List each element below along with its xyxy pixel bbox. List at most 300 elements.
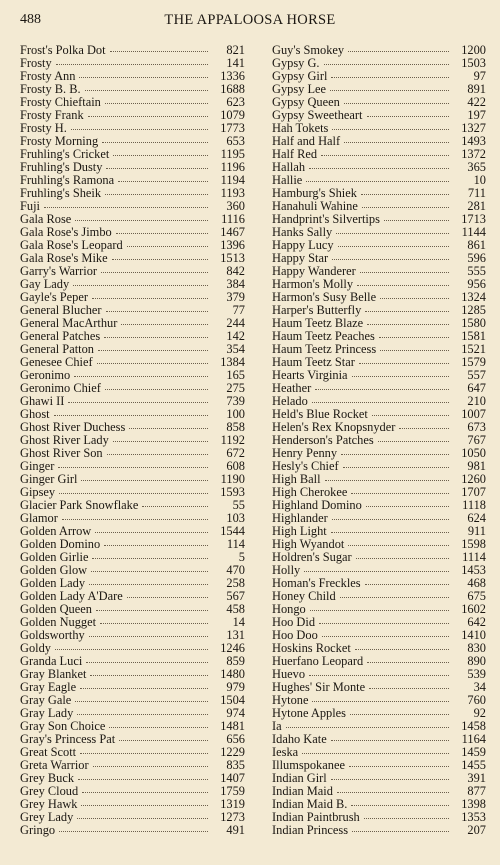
page-reference: 1503 [461, 56, 486, 70]
horse-name: Fuji [20, 199, 40, 213]
page-reference: 1353 [461, 810, 486, 824]
horse-name: Grey Cloud [20, 784, 79, 798]
page-reference: 1384 [220, 355, 245, 369]
horse-name: Harmon's Susy Belle [272, 290, 377, 304]
horse-name: Gypsy Girl [272, 69, 328, 83]
horse-name: Fruhling's Dusty [20, 160, 103, 174]
page-reference: 911 [467, 524, 486, 538]
page-reference: 1593 [220, 485, 245, 499]
leader-dots [59, 831, 208, 832]
page-reference: 1229 [220, 745, 245, 759]
page-reference: 979 [226, 680, 245, 694]
page-reference: 14 [232, 615, 245, 629]
horse-name: Ghost River Duchess [20, 420, 126, 434]
horse-name: Golden Domino [20, 537, 101, 551]
page-reference: 1579 [461, 355, 486, 369]
horse-name: Ginger [20, 459, 55, 473]
page-reference: 1453 [461, 563, 486, 577]
horse-name: Golden Glow [20, 563, 88, 577]
page-reference: 1759 [220, 784, 245, 798]
horse-name: Highland Domino [272, 498, 362, 512]
horse-name: Gypsy Lee [272, 82, 327, 96]
page-reference: 956 [467, 277, 486, 291]
page-reference: 142 [226, 329, 245, 343]
horse-name: Frost's Polka Dot [20, 43, 106, 57]
horse-name: Happy Star [272, 251, 329, 265]
page-reference: 673 [467, 420, 486, 434]
page-reference: 1707 [461, 485, 486, 499]
leader-dots [350, 714, 449, 715]
index-entry [272, 824, 486, 837]
page-reference: 131 [226, 628, 245, 642]
leader-dots [366, 506, 449, 507]
leader-dots [331, 740, 449, 741]
page-reference: 1319 [220, 797, 245, 811]
page-reference: 974 [226, 706, 245, 720]
index-entry [272, 707, 486, 720]
leader-dots [77, 714, 208, 715]
page-reference: 1116 [221, 212, 245, 226]
leader-dots [80, 688, 208, 689]
horse-name: Idaho Kate [272, 732, 327, 746]
horse-name: Genesee Chief [20, 355, 93, 369]
page-reference: 890 [467, 654, 486, 668]
page-reference: 141 [226, 56, 245, 70]
page-reference: 114 [226, 537, 245, 551]
page-reference: 281 [467, 199, 486, 213]
horse-name: Heather [272, 381, 312, 395]
leader-dots [97, 363, 208, 364]
page-reference: 360 [226, 199, 245, 213]
page-reference: 711 [467, 186, 486, 200]
page-reference: 1118 [462, 498, 486, 512]
horse-name: Gala Rose's Mike [20, 251, 108, 265]
page-reference: 1581 [461, 329, 486, 343]
horse-name: Henry Penny [272, 446, 338, 460]
leader-dots [92, 558, 208, 559]
leader-dots [369, 688, 449, 689]
leader-dots [321, 155, 449, 156]
page-reference: 1544 [220, 524, 245, 538]
page-reference: 608 [226, 459, 245, 473]
horse-name: Golden Queen [20, 602, 92, 616]
leader-dots [322, 636, 449, 637]
horse-name: Greta Warrior [20, 758, 89, 772]
page-header [20, 10, 480, 30]
horse-name: Golden Lady [20, 576, 86, 590]
horse-name: Gray Son Choice [20, 719, 106, 733]
leader-dots [372, 415, 449, 416]
leader-dots [341, 454, 449, 455]
page-reference: 642 [467, 615, 486, 629]
horse-name: Hah Tokets [272, 121, 329, 135]
horse-name: Fruhling's Cricket [20, 147, 110, 161]
index-entry [20, 395, 245, 408]
horse-name: Frosty Ann [20, 69, 76, 83]
leader-dots [68, 402, 208, 403]
leader-dots [112, 259, 208, 260]
horse-name: Haum Teetz Blaze [272, 316, 364, 330]
leader-dots [93, 766, 208, 767]
leader-dots [58, 467, 208, 468]
leader-dots [127, 246, 208, 247]
page-reference: 1144 [461, 225, 486, 239]
page-reference: 1246 [220, 641, 245, 655]
page-reference: 1713 [461, 212, 486, 226]
leader-dots [81, 805, 208, 806]
horse-name: Ghost [20, 407, 50, 421]
page-reference: 1410 [461, 628, 486, 642]
page-reference: 539 [467, 667, 486, 681]
horse-name: Hanahuli Wahine [272, 199, 358, 213]
leader-dots [310, 610, 449, 611]
leader-dots [344, 142, 449, 143]
horse-name: Goldsworthy [20, 628, 85, 642]
page-reference: 458 [226, 602, 245, 616]
horse-name: Highlander [272, 511, 328, 525]
horse-name: Frosty Chieftain [20, 95, 101, 109]
leader-dots [105, 194, 208, 195]
leader-dots [312, 402, 449, 403]
horse-name: Golden Nugget [20, 615, 97, 629]
leader-dots [116, 233, 208, 234]
leader-dots [315, 389, 449, 390]
page-reference: 624 [467, 511, 486, 525]
leader-dots [331, 77, 449, 78]
page-reference: 77 [232, 303, 245, 317]
horse-name: Guy's Smokey [272, 43, 345, 57]
leader-dots [338, 246, 449, 247]
leader-dots [55, 649, 208, 650]
horse-name: General Patton [20, 342, 94, 356]
page-reference: 34 [473, 680, 486, 694]
leader-dots [325, 480, 449, 481]
horse-name: Hytone Apples [272, 706, 346, 720]
page-reference: 859 [226, 654, 245, 668]
page-reference: 1324 [461, 290, 486, 304]
page-reference: 675 [467, 589, 486, 603]
page-reference: 354 [226, 342, 245, 356]
horse-name: General Blucher [20, 303, 102, 317]
leader-dots [78, 779, 208, 780]
horse-name: Ia [272, 719, 282, 733]
page-reference: 1194 [220, 173, 245, 187]
leader-dots [88, 116, 208, 117]
horse-name: Honey Child [272, 589, 336, 603]
page-reference: 468 [467, 576, 486, 590]
leader-dots [96, 610, 208, 611]
leader-dots [104, 337, 208, 338]
leader-dots [367, 324, 449, 325]
page-reference: 1396 [220, 238, 245, 252]
page-reference: 1598 [461, 537, 486, 551]
leader-dots [380, 350, 449, 351]
leader-dots [337, 792, 449, 793]
leader-dots [361, 194, 449, 195]
horse-name: Grey Buck [20, 771, 75, 785]
page-reference: 365 [467, 160, 486, 174]
leader-dots [105, 103, 208, 104]
horse-name: Geronimo [20, 368, 71, 382]
page-reference: 1513 [220, 251, 245, 265]
horse-name: Held's Blue Rocket [272, 407, 368, 421]
horse-name: Gala Rose's Jimbo [20, 225, 112, 239]
page-reference: 739 [226, 394, 245, 408]
horse-name: Harmon's Molly [272, 277, 354, 291]
horse-name: Hamburg's Shiek [272, 186, 357, 200]
leader-dots [355, 649, 449, 650]
horse-name: Haum Teetz Peaches [272, 329, 375, 343]
leader-dots [349, 766, 449, 767]
leader-dots [331, 779, 449, 780]
leader-dots [336, 233, 449, 234]
page-reference: 470 [226, 563, 245, 577]
horse-name: Huerfano Leopard [272, 654, 364, 668]
page-reference: 1580 [461, 316, 486, 330]
leader-dots [102, 142, 208, 143]
leader-dots [348, 51, 449, 52]
page-reference: 1521 [461, 342, 486, 356]
leader-dots [109, 727, 208, 728]
leader-dots [74, 376, 208, 377]
leader-dots [91, 571, 208, 572]
leader-dots [101, 272, 208, 273]
leader-dots [85, 90, 208, 91]
leader-dots [365, 311, 449, 312]
page-reference: 821 [226, 43, 245, 57]
horse-name: Golden Arrow [20, 524, 92, 538]
page-reference: 1196 [220, 160, 245, 174]
page-reference: 1688 [220, 82, 245, 96]
leader-dots [80, 753, 208, 754]
leader-dots [56, 64, 208, 65]
running-title: THE APPALOOSA HORSE [164, 11, 336, 28]
page-reference: 1602 [461, 602, 486, 616]
page-reference: 422 [467, 95, 486, 109]
horse-name: Fruhling's Sheik [20, 186, 102, 200]
page-reference: 100 [226, 407, 245, 421]
page-reference: 5 [238, 550, 245, 564]
leader-dots [367, 662, 449, 663]
horse-name: Hallah [272, 160, 306, 174]
page-reference: 1336 [220, 69, 245, 83]
page-reference: 1164 [461, 732, 486, 746]
index-entry [20, 187, 245, 200]
horse-name: Ghost River Son [20, 446, 103, 460]
leader-dots [110, 51, 208, 52]
horse-name: Hanks Sally [272, 225, 333, 239]
page-reference: 10 [473, 173, 486, 187]
page-reference: 861 [467, 238, 486, 252]
horse-name: Indian Girl [272, 771, 327, 785]
page-reference: 557 [467, 368, 486, 382]
horse-name: Grey Hawk [20, 797, 78, 811]
horse-name: Goldy [20, 641, 51, 655]
leader-dots [100, 623, 208, 624]
page-reference: 842 [226, 264, 245, 278]
page-reference: 1773 [220, 121, 245, 135]
leader-dots [62, 519, 208, 520]
page-reference: 653 [226, 134, 245, 148]
page-reference: 835 [226, 758, 245, 772]
leader-dots [352, 831, 449, 832]
page-reference: 1398 [461, 797, 486, 811]
horse-name: Indian Princess [272, 823, 349, 837]
leader-dots [104, 545, 208, 546]
page-number: 488 [20, 12, 41, 27]
horse-name: High Cherokee [272, 485, 348, 499]
horse-name: Gringo [20, 823, 56, 837]
leader-dots [357, 285, 449, 286]
page-reference: 555 [467, 264, 486, 278]
horse-name: Hoo Did [272, 615, 316, 629]
leader-dots [89, 584, 208, 585]
index-entry [272, 733, 486, 746]
horse-name: Ghawi II [20, 394, 65, 408]
page-reference: 1050 [461, 446, 486, 460]
leader-dots [98, 350, 208, 351]
horse-name: Holdren's Sugar [272, 550, 352, 564]
horse-name: Gray Lady [20, 706, 74, 720]
page-reference: 891 [467, 82, 486, 96]
leader-dots [309, 675, 449, 676]
page-reference: 647 [467, 381, 486, 395]
horse-name: Handprint's Silvertips [272, 212, 380, 226]
leader-dots [330, 90, 449, 91]
page-reference: 1079 [220, 108, 245, 122]
horse-name: Gray Blanket [20, 667, 87, 681]
horse-name: Harper's Butterfly [272, 303, 362, 317]
horse-name: Great Scott [20, 745, 77, 759]
index-entry [20, 629, 245, 642]
leader-dots [352, 376, 449, 377]
page-reference: 97 [473, 69, 486, 83]
horse-name: Geronimo Chief [20, 381, 101, 395]
page-reference: 1481 [220, 719, 245, 733]
page-reference: 767 [467, 433, 486, 447]
leader-dots [324, 64, 450, 65]
leader-dots [119, 740, 208, 741]
horse-name: Gala Rose [20, 212, 72, 226]
leader-dots [113, 441, 208, 442]
page-reference: 258 [226, 576, 245, 590]
horse-name: Hearts Virginia [272, 368, 348, 382]
page-reference: 567 [226, 589, 245, 603]
leader-dots [113, 155, 208, 156]
leader-dots [86, 662, 208, 663]
page-reference: 1459 [461, 745, 486, 759]
page-reference: 1458 [461, 719, 486, 733]
horse-name: High Wyandot [272, 537, 345, 551]
page-reference: 656 [226, 732, 245, 746]
horse-name: Helen's Rex Knopsnyder [272, 420, 396, 434]
horse-name: Happy Wanderer [272, 264, 356, 278]
leader-dots [365, 584, 449, 585]
page-reference: 1190 [220, 472, 245, 486]
leader-dots [332, 259, 449, 260]
horse-name: Hytone [272, 693, 309, 707]
page-reference: 858 [226, 420, 245, 434]
horse-name: Fruhling's Ramona [20, 173, 115, 187]
leader-dots [79, 77, 208, 78]
horse-name: Gayle's Peper [20, 290, 88, 304]
page-reference: 1480 [220, 667, 245, 681]
page-reference: 981 [467, 459, 486, 473]
leader-dots [367, 116, 450, 117]
leader-dots [142, 506, 208, 507]
page-reference: 197 [467, 108, 486, 122]
horse-name: Ieska [272, 745, 299, 759]
leader-dots [379, 337, 449, 338]
page-reference: 1327 [461, 121, 486, 135]
horse-name: Haum Teetz Star [272, 355, 355, 369]
horse-name: Ginger Girl [20, 472, 78, 486]
page-reference: 760 [467, 693, 486, 707]
leader-dots [71, 129, 208, 130]
leader-dots [362, 207, 449, 208]
horse-name: Hongo [272, 602, 306, 616]
page-reference: 1493 [461, 134, 486, 148]
page-reference: 1285 [461, 303, 486, 317]
leader-dots [75, 701, 208, 702]
horse-name: Illumspokanee [272, 758, 345, 772]
leader-dots [95, 532, 208, 533]
page-reference: 1007 [461, 407, 486, 421]
leader-dots [129, 428, 208, 429]
page-reference: 1467 [220, 225, 245, 239]
horse-name: Henderson's Patches [272, 433, 374, 447]
leader-dots [359, 363, 449, 364]
horse-name: Golden Lady A'Dare [20, 589, 123, 603]
leader-dots [343, 467, 449, 468]
horse-name: Garry's Warrior [20, 264, 98, 278]
page-reference: 1372 [461, 147, 486, 161]
leader-dots [92, 298, 208, 299]
leader-dots [304, 571, 449, 572]
page-reference: 1260 [461, 472, 486, 486]
leader-dots [107, 454, 208, 455]
leader-dots [378, 441, 449, 442]
horse-name: Gay Lady [20, 277, 70, 291]
horse-name: Glacier Park Snowflake [20, 498, 139, 512]
horse-name: Indian Maid [272, 784, 333, 798]
leader-dots [331, 532, 449, 533]
leader-dots [106, 311, 208, 312]
horse-name: Grey Lady [20, 810, 74, 824]
leader-dots [89, 636, 208, 637]
horse-name: Half and Half [272, 134, 341, 148]
leader-dots [351, 805, 449, 806]
horse-name: Ghost River Lady [20, 433, 109, 447]
page-reference: 207 [467, 823, 486, 837]
horse-name: Indian Paintbrush [272, 810, 360, 824]
leader-dots [77, 818, 208, 819]
page-reference: 877 [467, 784, 486, 798]
leader-dots [332, 129, 449, 130]
leader-dots [344, 103, 449, 104]
leader-dots [348, 545, 449, 546]
page-reference: 165 [226, 368, 245, 382]
leader-dots [44, 207, 208, 208]
page-reference: 1195 [220, 147, 245, 161]
horse-name: General MacArthur [20, 316, 118, 330]
page-reference: 103 [226, 511, 245, 525]
leader-dots [332, 519, 449, 520]
horse-name: High Light [272, 524, 327, 538]
horse-name: High Ball [272, 472, 321, 486]
leader-dots [105, 389, 208, 390]
horse-name: Huevo [272, 667, 306, 681]
